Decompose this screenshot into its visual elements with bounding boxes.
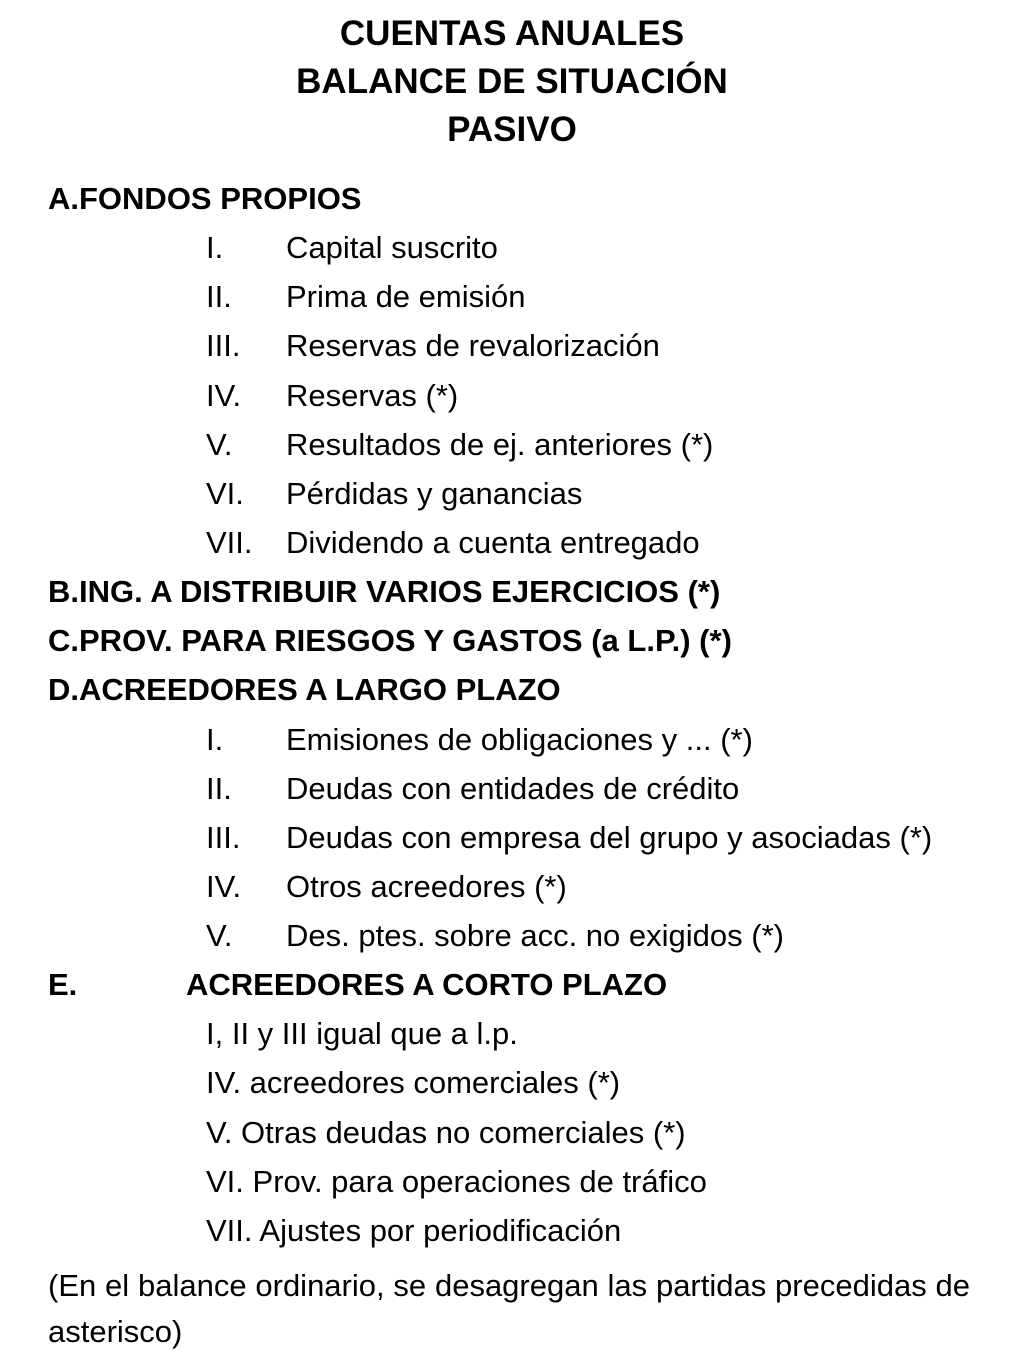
item-number: IV.: [206, 378, 242, 413]
item-text: Deudas con empresa del grupo y asociadas (*): [286, 820, 933, 855]
item-number: I.: [206, 230, 224, 265]
list-item: VI. Prov. para operaciones de tráfico: [206, 1164, 707, 1199]
list-item: I, II y III igual que a l.p.: [206, 1016, 518, 1051]
title-line: BALANCE DE SITUACIÓN: [296, 62, 728, 101]
item-number: I.: [206, 722, 224, 757]
item-number: III.: [206, 820, 241, 855]
footnote: (En el balance ordinario, se desagregan las partidas precedidas de asterisco): [48, 1268, 970, 1349]
page-title: [0, 10, 1024, 154]
item-number: V.: [206, 918, 233, 953]
item-number: II.: [206, 279, 232, 314]
list-item: VII. Ajustes por periodificación: [206, 1213, 622, 1248]
section-e-letter: E.: [48, 967, 78, 1002]
section-c-heading: C.PROV. PARA RIESGOS Y GASTOS (a L.P.) (*): [48, 623, 732, 658]
list-item: V. Otras deudas no comerciales (*): [206, 1115, 686, 1150]
section-a-heading: A.FONDOS PROPIOS: [48, 181, 362, 216]
section-b-heading: B.ING. A DISTRIBUIR VARIOS EJERCICIOS (*): [48, 574, 721, 609]
section-d-heading: D.ACREEDORES A LARGO PLAZO: [48, 672, 561, 707]
item-text: Deudas con entidades de crédito: [286, 771, 740, 806]
item-text: Capital suscrito: [286, 230, 498, 265]
item-number: II.: [206, 771, 232, 806]
list-item: IV. acreedores comerciales (*): [206, 1065, 621, 1100]
item-number: VII.: [206, 525, 253, 560]
title-line: CUENTAS ANUALES: [339, 14, 685, 53]
item-text: Resultados de ej. anteriores (*): [286, 427, 714, 462]
item-text: Reservas (*): [286, 378, 459, 413]
section-e-heading: ACREEDORES A CORTO PLAZO: [186, 967, 668, 1002]
item-number: IV.: [206, 869, 242, 904]
item-text: Otros acreedores (*): [286, 869, 567, 904]
item-number: V.: [206, 427, 233, 462]
title-line: PASIVO: [447, 110, 577, 149]
item-text: Dividendo a cuenta entregado: [286, 525, 700, 560]
item-text: Pérdidas y ganancias: [286, 476, 583, 511]
item-number: VI.: [206, 476, 244, 511]
item-text: Reservas de revalorización: [286, 328, 660, 363]
item-text: Prima de emisión: [286, 279, 526, 314]
item-text: Des. ptes. sobre acc. no exigidos (*): [286, 918, 784, 953]
item-number: III.: [206, 328, 241, 363]
item-text: Emisiones de obligaciones y ... (*): [286, 722, 753, 757]
